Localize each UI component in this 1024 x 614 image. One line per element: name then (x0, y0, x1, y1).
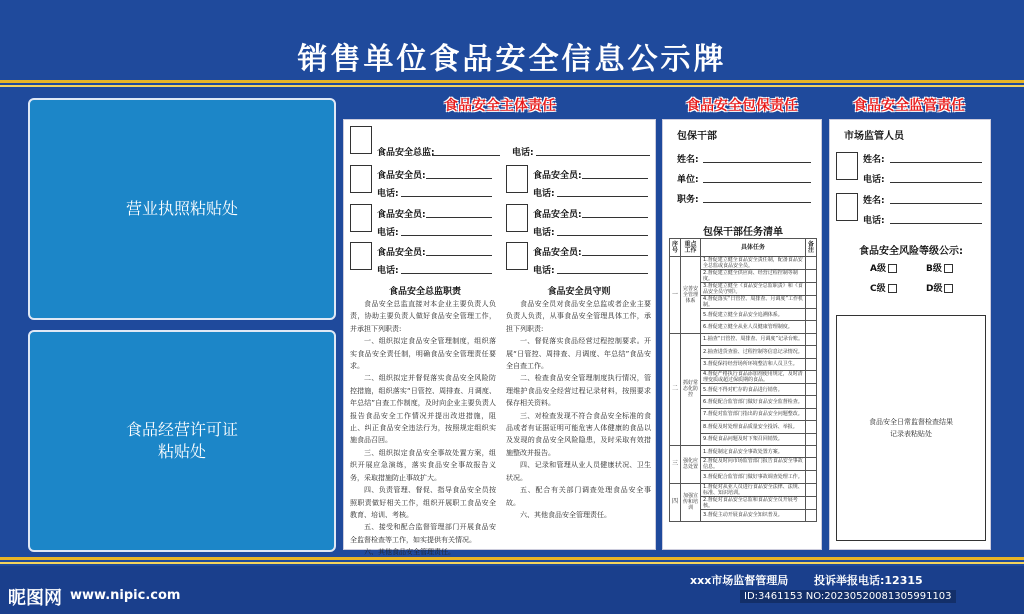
fill-line (401, 273, 492, 274)
fill-line (426, 178, 492, 179)
officer-phone-label: 电话: (533, 228, 555, 238)
key-work: 完善安全管理体系 (681, 257, 701, 334)
bureau-name: xxx市场监督管理局 (690, 574, 789, 587)
task-cell: 3.督促保持经营场所环境整洁和人员卫生。 (701, 358, 806, 370)
top-stripe-thin (0, 85, 1024, 87)
photo-box (836, 152, 858, 180)
fill-line (890, 203, 982, 204)
food-permit-label-line2: 粘贴处 (157, 442, 206, 461)
risk-level-d (926, 281, 953, 294)
remark-cell (805, 483, 816, 496)
duty-paragraph: 六、其他食品安全管理责任。 (364, 548, 455, 557)
group-number: 二 (670, 333, 681, 445)
photo-box (350, 204, 372, 232)
duty-paragraph: 四、记录和管理从业人员健康状况、卫生状况。 (506, 461, 651, 482)
fill-line (703, 162, 811, 163)
fill-line (582, 178, 648, 179)
fill-line (582, 217, 648, 218)
supervise-panel (829, 119, 991, 550)
group-number: 四 (670, 483, 681, 521)
remark-cell (805, 445, 816, 457)
remark-cell (805, 333, 816, 345)
food-permit-label-line1: 食品经营许可证 (125, 420, 238, 439)
cadre-position-label: 职务: (677, 195, 699, 205)
duty-paragraph: 五、配合有关部门调查处理食品安全事故。 (506, 486, 651, 507)
officer-phone-label: 电话: (377, 266, 399, 276)
main-responsibility-header: 食品安全主体责任 (444, 98, 556, 114)
task-cell: 3.督促主动开展食品安全知识普及。 (701, 509, 806, 521)
officer-label: 食品安全员: (377, 248, 426, 258)
table-row (670, 257, 817, 270)
staff-heading: 市场监管人员 (844, 131, 904, 142)
officer-label: 食品安全员: (377, 171, 426, 181)
remark-cell (805, 257, 816, 270)
photo-box (506, 165, 528, 193)
duty-paragraph: 二、组织拟定并督促落实食品安全风险防控措施，组织落实“日管控、周排查、月调度、年总结”自查工作制度，及时向企业主要负责人报告食品安全工作情况并提出改进措施，阻止、纠正食品安全违法行为，按照规定组织实施食品召回。 (350, 374, 496, 445)
task-cell: 5.督促不得对贮存的食品进行销售。 (701, 383, 806, 395)
staff-name-label: 姓名: (863, 155, 885, 165)
board-title: 销售单位食品安全信息公示牌 (297, 42, 727, 77)
watermark-site: www.nipic.com (70, 588, 181, 603)
fill-line (582, 255, 648, 256)
remark-cell (805, 346, 816, 358)
director-duties (350, 298, 496, 559)
photo-box (350, 242, 372, 270)
risk-level-title: 食品安全风险等级公示: (859, 246, 963, 257)
task-cell: 8.督促及时处理食品质量安全投诉、举报。 (701, 421, 806, 433)
remark-cell (805, 408, 816, 420)
duty-paragraph: 二、检查食品安全管理制度执行情况，管理维护食品安全经营过程记录材料，按照要求保存相关资料。 (506, 374, 651, 408)
remark-cell (805, 270, 816, 283)
task-cell: 1.抽查“日管控、周排查、月调度”记录台账。 (701, 333, 806, 345)
remark-cell (805, 358, 816, 370)
inspection-record-paste-area (836, 315, 986, 541)
fill-line (401, 196, 492, 197)
risk-level-c (870, 281, 897, 294)
table-header: 备注 (805, 239, 816, 257)
risk-level-label: D级 (926, 284, 943, 294)
remark-cell (805, 383, 816, 395)
duty-paragraph: 四、负责管理、督促、指导食品安全员按照职责做好相关工作，组织开展职工食品安全教育、培训、考核。 (350, 486, 496, 519)
inspection-record-label-line2: 记录表粘贴处 (890, 430, 932, 438)
food-permit-paste-area (28, 330, 336, 552)
task-cell: 2.督促对食品安全总监和食品安全员开展考核。 (701, 496, 806, 509)
fill-line (426, 217, 492, 218)
task-table (669, 238, 817, 522)
checkbox[interactable] (944, 284, 953, 293)
duty-paragraph: 六、其他食品安全管理责任。 (520, 510, 611, 519)
top-stripe (0, 80, 1024, 83)
group-number: 三 (670, 445, 681, 483)
remark-cell (805, 496, 816, 509)
officer-duties-heading: 食品安全员守则 (547, 287, 611, 297)
photo-box (350, 126, 372, 154)
remark-cell (805, 283, 816, 296)
fill-line (557, 273, 648, 274)
remark-cell (805, 370, 816, 383)
director-label: 食品安全总监: (377, 148, 435, 158)
table-row (670, 333, 817, 345)
business-license-label: 营业执照粘贴处 (125, 199, 238, 218)
staff-name-label: 姓名: (863, 196, 885, 206)
staff-phone-label: 电话: (863, 216, 885, 226)
task-cell: 4.督促落实“日管控、周排查、月调度”工作机制。 (701, 296, 806, 309)
photo-box (350, 165, 372, 193)
risk-level-label: A级 (870, 264, 886, 274)
table-row (670, 445, 817, 457)
checkbox[interactable] (888, 264, 897, 273)
fill-line (890, 162, 982, 163)
task-cell: 5.督促建立健全食品安全追溯体系。 (701, 309, 806, 321)
fill-line (557, 196, 648, 197)
remark-cell (805, 433, 816, 445)
task-cell: 7.督促对监管部门指出的食品安全问题整改。 (701, 408, 806, 420)
duty-paragraph: 五、接受和配合监督管理部门开展食品安全监督检查等工作，如实提供有关情况。 (350, 523, 496, 544)
fill-line (890, 223, 982, 224)
photo-box (506, 242, 528, 270)
remark-cell (805, 421, 816, 433)
fill-line (536, 155, 650, 156)
officer-phone-label: 电话: (533, 266, 555, 276)
officer-phone-label: 电话: (377, 189, 399, 199)
duty-paragraph: 三、对检查发现不符合食品安全标准的食品或者有证据证明可能危害人体健康的食品以及发现的食品安全风险隐患，及时采取有效措施整改并报告。 (506, 411, 651, 457)
cadre-unit-label: 单位: (677, 175, 699, 185)
table-header: 序号 (670, 239, 681, 257)
task-cell: 1.督促对从业人员进行食品安全法律、法规、标准、知识培训。 (701, 483, 806, 496)
duty-paragraph: 一、组织拟定食品安全管理制度，组织落实食品安全责任制，明确食品安全管理责任要求。 (350, 337, 496, 371)
staff-phone-label: 电话: (863, 175, 885, 185)
bottom-stripe (0, 557, 1024, 560)
fill-line (426, 255, 492, 256)
remark-cell (805, 509, 816, 521)
task-cell: 2.督促及时向市场监管部门报告食品安全事故信息。 (701, 458, 806, 471)
checkbox[interactable] (944, 264, 953, 273)
duty-paragraph: 食品安全员对食品安全总监或者企业主要负责人负责，从事食品安全管理具体工作，承担下列职责: (506, 300, 651, 333)
key-work: 抓好常态化防控 (681, 333, 701, 445)
officer-phone-label: 电话: (377, 228, 399, 238)
guarantee-panel (662, 119, 822, 550)
fill-line (703, 202, 811, 203)
task-cell: 9.督促食品问题及时下架召回销毁。 (701, 433, 806, 445)
task-cell: 2.督促建立健全供应商、经营过程控制等制度。 (701, 270, 806, 283)
supervise-responsibility-header: 食品安全监管责任 (853, 98, 965, 114)
fill-line (890, 182, 982, 183)
business-license-paste-area (28, 98, 336, 320)
task-cell: 3.督促建立健全《食品安全总监职责》和《食品安全员守则》。 (701, 283, 806, 296)
director-phone-label: 电话: (512, 148, 534, 158)
risk-level-b (926, 261, 953, 274)
photo-box (836, 193, 858, 221)
task-cell: 1.督促制定食品安全事故处置方案。 (701, 445, 806, 457)
remark-cell (805, 396, 816, 408)
cadre-name-label: 姓名: (677, 155, 699, 165)
officer-label: 食品安全员: (533, 248, 582, 258)
officer-phone-label: 电话: (533, 189, 555, 199)
officer-label: 食品安全员: (377, 210, 426, 220)
task-cell: 6.督促配合监管部门做好食品安全监督检查。 (701, 396, 806, 408)
task-cell: 2.抽查进货查验、过程控制等信息记录情况。 (701, 346, 806, 358)
complaint-hotline: 投诉举报电话:12315 (814, 574, 923, 587)
guarantee-responsibility-header: 食品安全包保责任 (686, 98, 798, 114)
table-header: 重点工作 (681, 239, 701, 257)
officer-label: 食品安全员: (533, 210, 582, 220)
task-cell: 6.督促建立健全从业人员健康管理制度。 (701, 321, 806, 333)
photo-box (506, 204, 528, 232)
table-header: 具体任务 (701, 239, 806, 257)
fill-line (401, 235, 492, 236)
remark-cell (805, 309, 816, 321)
remark-cell (805, 471, 816, 483)
key-work: 加强宣传和培训 (681, 483, 701, 521)
task-cell: 3.督促配合监管部门做好事故调查处理工作。 (701, 471, 806, 483)
watermark-id: ID:3461153 NO:20230520081305991103 (740, 590, 956, 603)
remark-cell (805, 296, 816, 309)
fill-line (557, 235, 648, 236)
task-cell: 4.督促严格执行食品添加剂使用规定，及时清理变质或超过保质期的食品。 (701, 370, 806, 383)
director-duties-heading: 食品安全总监职责 (388, 287, 461, 297)
duty-paragraph: 食品安全总监直接对本企业主要负责人负责，协助主要负责人做好食品安全管理工作，并承担下列职责: (350, 300, 496, 333)
officer-label: 食品安全员: (533, 171, 582, 181)
cadre-heading: 包保干部 (677, 131, 717, 142)
task-list-title: 包保干部任务清单 (703, 227, 783, 238)
checkbox[interactable] (888, 284, 897, 293)
key-work: 强化应急处置 (681, 445, 701, 483)
fill-line (432, 155, 500, 156)
risk-level-label: B级 (926, 264, 942, 274)
officer-duties (506, 298, 651, 521)
table-row (670, 483, 817, 496)
remark-cell (805, 321, 816, 333)
watermark-logo: 昵图网 (8, 588, 62, 609)
risk-level-a (870, 261, 897, 274)
duty-paragraph: 三、组织拟定食品安全事故处置方案，组织开展应急演练，落实食品安全事故报告义务，采取措施防止事故扩大。 (350, 448, 496, 482)
risk-level-label: C级 (870, 284, 886, 294)
task-cell: 1.督促建立健全食品安全责任制，配备食品安全总监或食品安全员。 (701, 257, 806, 270)
bottom-stripe-thin (0, 562, 1024, 564)
main-responsibility-panel (343, 119, 656, 557)
group-number: 一 (670, 257, 681, 334)
fill-line (703, 182, 811, 183)
inspection-record-label-line1: 食品安全日常监督检查结果 (869, 418, 953, 426)
remark-cell (805, 458, 816, 471)
duty-paragraph: 一、督促落实食品经营过程控制要求。开展“日管控、周排查、月调度、年总结”食品安全自查工作。 (506, 337, 651, 371)
